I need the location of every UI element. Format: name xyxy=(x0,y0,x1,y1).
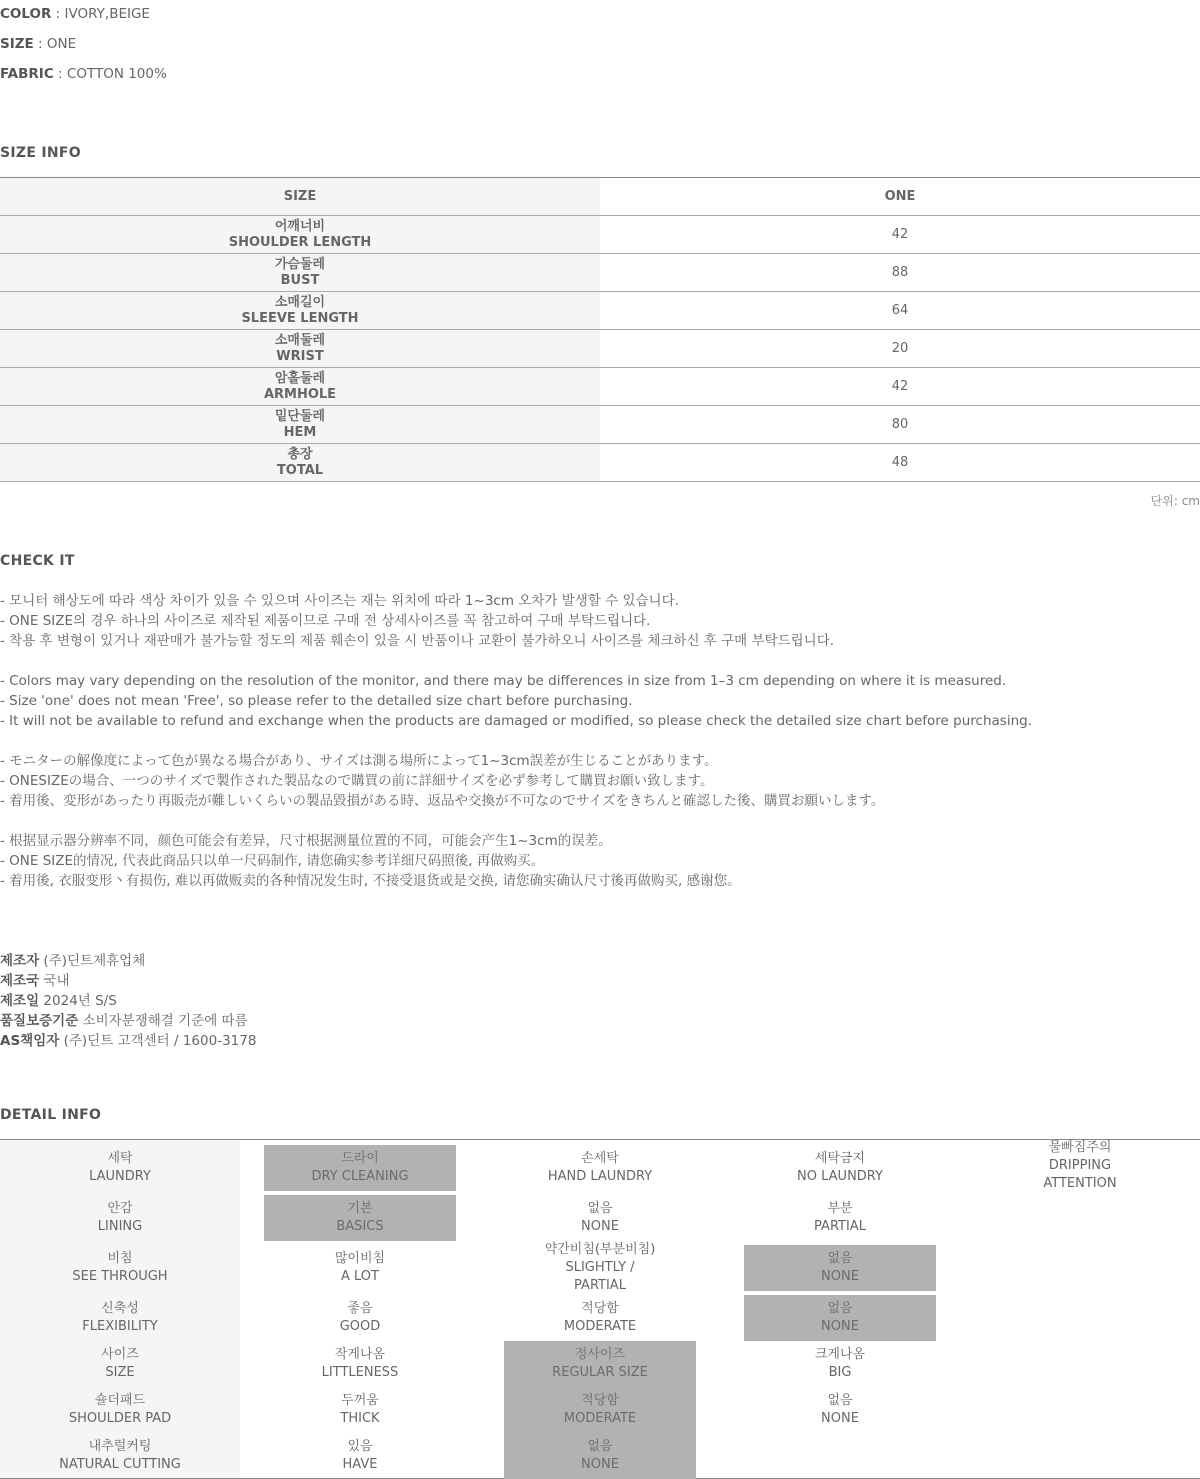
row-value: 42 xyxy=(891,227,909,242)
note-line: - モニターの解像度によって色が異なる場合があり、サイズは測る場所によって1~3cm誤差が生じることがあります。 xyxy=(0,753,718,769)
detail-cell-en: A LOT xyxy=(341,1269,379,1284)
row-label-en: ARMHOLE xyxy=(263,386,337,402)
note-line: - ONE SIZE的情况, 代表此商品只以单一尺码制作, 请您确实参考详细尺码照後, 再做购买。 xyxy=(0,853,545,869)
row-label-en: HEM xyxy=(283,424,317,440)
detail-cell-en: ATTENTION xyxy=(1043,1176,1117,1191)
row-value: 64 xyxy=(891,303,909,318)
detail-cell-ko: 없음 xyxy=(587,1201,613,1216)
row-value: 88 xyxy=(891,265,909,280)
detail-cell-ko: 있음 xyxy=(347,1439,373,1454)
detail-cell xyxy=(240,1245,480,1291)
table-row xyxy=(0,292,1200,330)
detail-cell xyxy=(264,1195,456,1241)
row-label-en: WRIST xyxy=(276,348,324,364)
row-label-en: SHOULDER LENGTH xyxy=(228,234,372,250)
check-it-title: CHECK IT xyxy=(0,553,75,569)
row-value: 48 xyxy=(891,455,909,470)
detail-cell-ko: 물빠짐주의 xyxy=(1048,1140,1112,1155)
detail-cell xyxy=(720,1195,960,1241)
detail-cell-ko: 약간비침(부분비침) xyxy=(544,1242,656,1257)
note-line: - 根据显示器分辨率不同，颜色可能会有差异，尺寸根据测量位置的不同，可能会产生1~3cm的误差。 xyxy=(0,833,612,849)
detail-cell xyxy=(0,1145,240,1191)
row-label-ko: 총장 xyxy=(287,446,313,462)
detail-cell-en: SHOULDER PAD xyxy=(68,1411,172,1426)
note-spacer xyxy=(0,731,1032,751)
detail-cell xyxy=(720,1341,960,1387)
detail-cell-en: GOOD xyxy=(339,1319,381,1334)
detail-cell-en: MODERATE xyxy=(563,1319,637,1334)
detail-cell-ko: 없음 xyxy=(827,1301,853,1316)
detail-cell xyxy=(480,1195,720,1241)
detail-cell xyxy=(960,1140,1200,1192)
detail-cell-en: NONE xyxy=(581,1219,619,1234)
row-value: 20 xyxy=(891,341,909,356)
detail-cell-ko: 안감 xyxy=(107,1201,133,1216)
detail-cell xyxy=(0,1195,240,1241)
detail-cell-ko: 적당함 xyxy=(581,1301,619,1316)
detail-cell-en: DRY CLEANING xyxy=(311,1169,409,1184)
detail-cell-ko: 내추럴커팅 xyxy=(88,1439,152,1454)
detail-cell-en: LITTLENESS xyxy=(321,1365,399,1380)
detail-cell-ko: 손세탁 xyxy=(581,1151,619,1166)
table-row xyxy=(0,330,1200,368)
row-label-ko: 가슴둘레 xyxy=(274,256,326,272)
size-header-label: SIZE xyxy=(0,178,600,215)
detail-cell-ko: 작게나옴 xyxy=(334,1347,386,1362)
detail-cell-ko: 부분 xyxy=(827,1201,853,1216)
detail-cell-en: FLEXIBILITY xyxy=(82,1319,158,1334)
spec-fabric: FABRIC : COTTON 100% xyxy=(0,66,167,82)
note-line: - Size 'one' does not mean 'Free', so please refer to the detailed size chart before purchasing. xyxy=(0,693,633,709)
detail-cell xyxy=(0,1245,240,1291)
detail-cell-en: PARTIAL xyxy=(814,1219,866,1234)
detail-cell xyxy=(0,1295,240,1341)
detail-cell-ko: 숄더패드 xyxy=(94,1393,146,1408)
maker-row: 품질보증기준 소비자분쟁해결 기준에 따름 xyxy=(0,1013,248,1029)
detail-cell xyxy=(720,1387,960,1433)
detail-cell-en: MODERATE xyxy=(563,1411,637,1426)
detail-cell-ko: 없음 xyxy=(587,1439,613,1454)
detail-cell-en: HAVE xyxy=(342,1457,378,1472)
note-line: - Colors may vary depending on the resolution of the monitor, and there may be differences in size from 1–3 cm depending on where it is measured. xyxy=(0,673,1007,689)
detail-cell-en: NONE xyxy=(821,1269,859,1284)
note-line: - 착용 후 변형이 있거나 재판매가 불가능할 정도의 제품 훼손이 있을 시 반품이나 교환이 불가하오니 사이즈를 체크하신 후 구매 부탁드립니다. xyxy=(0,633,835,649)
detail-cell xyxy=(744,1245,936,1291)
note-line: - ONE SIZE의 경우 하나의 사이즈로 제작된 제품이므로 구매 전 상세사이즈를 꼭 참고하여 구매 부탁드립니다. xyxy=(0,613,651,629)
detail-cell xyxy=(504,1387,696,1433)
detail-cell-en: BASICS xyxy=(336,1219,384,1234)
detail-cell-en: PARTIAL xyxy=(574,1278,626,1293)
size-info-title: SIZE INFO xyxy=(0,145,81,161)
row-label-ko: 밑단둘레 xyxy=(274,408,326,424)
detail-cell-en: BIG xyxy=(828,1365,852,1380)
detail-cell-ko: 세탁 xyxy=(107,1151,133,1166)
detail-cell xyxy=(720,1145,960,1191)
row-label-ko: 암홀둘레 xyxy=(274,370,326,386)
detail-cell-en: NONE xyxy=(821,1411,859,1426)
detail-cell-en: NONE xyxy=(581,1457,619,1472)
detail-cell-en: NATURAL CUTTING xyxy=(59,1457,181,1472)
detail-cell-ko: 없음 xyxy=(827,1251,853,1266)
detail-cell-ko: 두꺼움 xyxy=(341,1393,379,1408)
size-table-header xyxy=(0,178,1200,216)
maker-row: 제조국 국내 xyxy=(0,973,70,989)
detail-cell-ko: 기본 xyxy=(347,1201,373,1216)
row-label-en: TOTAL xyxy=(276,462,324,478)
detail-cell-ko: 드라이 xyxy=(341,1151,379,1166)
detail-cell xyxy=(480,1145,720,1191)
note-line: - 着用後, 衣服变形丶有损伤, 难以再做贩卖的各种情况发生时, 不接受退货或是交换, 请您确实确认尺寸後再做购买, 感谢您。 xyxy=(0,873,741,889)
detail-info-table xyxy=(0,1139,1200,1479)
table-row xyxy=(0,368,1200,406)
detail-cell-ko: 적당함 xyxy=(581,1393,619,1408)
detail-cell-ko: 없음 xyxy=(827,1393,853,1408)
detail-cell xyxy=(480,1240,720,1296)
note-spacer xyxy=(0,651,1032,671)
detail-cell-en: NONE xyxy=(821,1319,859,1334)
spec-color: COLOR : IVORY,BEIGE xyxy=(0,6,150,22)
row-label-en: SLEEVE LENGTH xyxy=(241,310,359,326)
note-line: - ONESIZEの場合、一つのサイズで製作された製品なので購買の前に詳細サイズを必ず参考して購買お願い致します。 xyxy=(0,773,714,789)
table-row xyxy=(0,444,1200,482)
detail-cell-ko: 신축성 xyxy=(101,1301,139,1316)
detail-cell-en: LAUNDRY xyxy=(89,1169,151,1184)
spec-size: SIZE : ONE xyxy=(0,36,77,52)
detail-cell-en: SLIGHTLY / xyxy=(565,1260,635,1275)
size-table xyxy=(0,177,1200,482)
note-line: - 모니터 해상도에 따라 색상 차이가 있을 수 있으며 사이즈는 재는 위치에 따라 1~3cm 오차가 발생할 수 있습니다. xyxy=(0,593,679,609)
maker-row: AS책임자 (주)딘트 고객센터 / 1600-3178 xyxy=(0,1033,257,1049)
detail-cell-ko: 비침 xyxy=(107,1251,133,1266)
detail-cell xyxy=(0,1341,240,1387)
table-row xyxy=(0,254,1200,292)
detail-cell-ko: 세탁금지 xyxy=(814,1151,866,1166)
detail-cell-en: SIZE xyxy=(105,1365,135,1380)
detail-cell-ko: 사이즈 xyxy=(101,1347,139,1362)
detail-cell xyxy=(240,1433,480,1479)
detail-cell-ko: 크게나옴 xyxy=(814,1347,866,1362)
note-line: - 着用後、変形があったり再販売が難しいくらいの製品毀損がある時、返品や交換が不可なのでサイズをきちんと確認した後、購買お願いします。 xyxy=(0,793,885,809)
maker-row: 제조일 2024년 S/S xyxy=(0,993,117,1009)
detail-cell xyxy=(480,1295,720,1341)
detail-cell xyxy=(504,1341,696,1387)
row-label-en: BUST xyxy=(280,272,320,288)
maker-row: 제조자 (주)딘트제휴업체 xyxy=(0,953,146,969)
table-row xyxy=(0,216,1200,254)
detail-cell-ko: 좋음 xyxy=(347,1301,373,1316)
row-value: 42 xyxy=(891,379,909,394)
detail-cell-ko: 많이비침 xyxy=(334,1251,386,1266)
row-label-ko: 소매둘레 xyxy=(274,332,326,348)
note-line: - It will not be available to refund and exchange when the products are damaged or modified, so please check the detailed size chart before purchasing. xyxy=(0,713,1032,729)
detail-cell-en: SEE THROUGH xyxy=(72,1269,168,1284)
row-label-ko: 소매길이 xyxy=(274,294,326,310)
detail-cell xyxy=(0,1387,240,1433)
detail-cell xyxy=(240,1387,480,1433)
row-value: 80 xyxy=(891,417,909,432)
detail-info-title: DETAIL INFO xyxy=(0,1107,102,1123)
detail-cell xyxy=(264,1145,456,1191)
size-header-value: ONE xyxy=(884,189,916,204)
row-label-ko: 어깨너비 xyxy=(274,218,326,234)
detail-cell-en: HAND LAUNDRY xyxy=(547,1169,653,1184)
table-row xyxy=(0,406,1200,444)
note-spacer xyxy=(0,811,1032,831)
detail-cell xyxy=(0,1433,240,1479)
detail-cell-ko: 정사이즈 xyxy=(574,1347,626,1362)
detail-cell xyxy=(240,1295,480,1341)
detail-cell xyxy=(240,1341,480,1387)
detail-cell-en: DRIPPING xyxy=(1048,1158,1112,1173)
detail-cell-en: THICK xyxy=(340,1411,380,1426)
check-it-notes xyxy=(0,591,1032,891)
detail-cell-en: NO LAUNDRY xyxy=(797,1169,883,1184)
detail-cell-en: REGULAR SIZE xyxy=(552,1365,648,1380)
maker-info xyxy=(0,951,256,1051)
detail-cell-en: LINING xyxy=(97,1219,143,1234)
detail-cell xyxy=(744,1295,936,1341)
unit-label: 단위: cm xyxy=(1150,494,1200,508)
detail-cell xyxy=(504,1433,696,1479)
